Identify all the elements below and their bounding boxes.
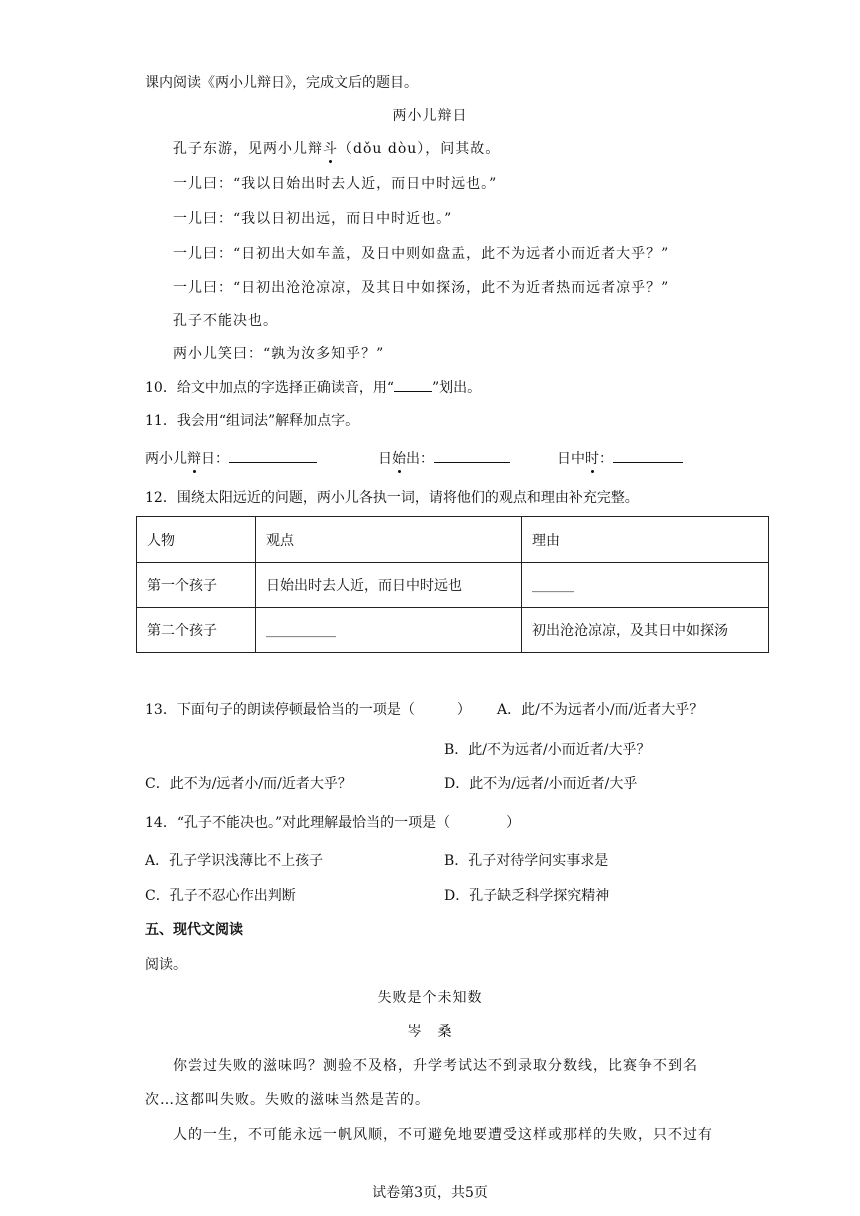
q11-item-2	[378, 448, 510, 469]
passage1-line-3: 一儿曰：“我以日初出远，而日中时近也。”	[173, 211, 453, 227]
table-header: 理由	[522, 517, 769, 563]
q13-option-a[interactable]: A．此/不为远者小/而/近者大乎？	[497, 702, 704, 718]
question-11: 11．我会用“组词法”解释加点字。	[145, 413, 360, 429]
q14-option-c[interactable]: C．孔子不忍心作出判断	[145, 888, 296, 904]
dotted-char-bian: 辩	[187, 451, 201, 467]
page-footer: 试卷第3页，共5页	[372, 1185, 488, 1201]
question-10	[145, 377, 481, 398]
passage1-line-2: 一儿曰：“我以日始出时去人近，而日中时远也。”	[173, 176, 498, 192]
table-cell: 第二个孩子	[137, 608, 256, 653]
q13-option-b[interactable]: B．此/不为远者/小而近者/大乎？	[444, 742, 651, 758]
passage2-author: 岑 桑	[407, 1024, 453, 1040]
passage2-title: 失败是个未知数	[377, 990, 483, 1006]
passage1-line-1-b: （dǒu dòu），问其故。	[338, 141, 501, 157]
dotted-char-shi: 始	[392, 451, 406, 467]
table-cell: 第一个孩子	[137, 563, 256, 608]
table-row	[137, 517, 769, 563]
q13-option-d[interactable]: D．此不为/远者/小而近者/大乎	[444, 776, 638, 792]
read-instruction: 阅读。	[145, 957, 187, 973]
passage1-line-4: 一儿曰：“日初出大如车盖，及日中则如盘盂，此不为远者小而近者大乎？”	[173, 246, 670, 262]
passage2-line-2: 次…这都叫失败。失败的滋味当然是苦的。	[145, 1092, 430, 1108]
q11-item-3-a: 日中	[557, 451, 585, 467]
dotted-char-shi2: 时	[585, 451, 599, 467]
table-cell-blank[interactable]: __________	[256, 608, 522, 653]
q11-item-1-b: 日：	[201, 451, 229, 467]
table-cell: 日始出时去人近，而日中时远也	[256, 563, 522, 608]
q11-item-2-a: 日	[378, 451, 392, 467]
passage1-line-6: 孔子不能决也。	[173, 313, 278, 329]
q11-item-1-a: 两小儿	[145, 451, 187, 467]
answer-blank[interactable]	[434, 448, 510, 463]
q11-item-1	[145, 448, 317, 469]
q11-item-3	[557, 448, 683, 469]
table-header: 人物	[137, 517, 256, 563]
q14-option-b[interactable]: B．孔子对待学问实事求是	[444, 853, 609, 869]
q14-option-a[interactable]: A．孔子学识浅薄比不上孩子	[145, 853, 324, 869]
answer-blank[interactable]	[394, 377, 432, 392]
passage2-line-3: 人的一生，不可能永远一帆风顺，不可避免地要遭受这样或那样的失败，只不过有	[173, 1127, 713, 1143]
q14-option-d[interactable]: D．孔子缺乏科学探究精神	[444, 888, 610, 904]
q13-option-c[interactable]: C．此不为/远者小/而/近者大乎？	[145, 776, 352, 792]
table-cell-blank[interactable]: ______	[522, 563, 769, 608]
q11-item-3-b: ：	[599, 451, 613, 467]
table-cell: 初出沧沧凉凉，及其日中如探汤	[522, 608, 769, 653]
question-13: 13．下面句子的朗读停顿最恰当的一项是（ ）	[145, 702, 471, 718]
passage1-title: 两小儿辩日	[392, 108, 468, 124]
passage1-line-7: 两小儿笑曰：“孰为汝多知乎？”	[173, 346, 385, 362]
passage2-line-1: 你尝过失败的滋味吗？测验不及格，升学考试达不到录取分数线，比赛争不到名	[173, 1058, 698, 1074]
section-5-heading: 五、现代文阅读	[145, 922, 243, 938]
answer-blank[interactable]	[613, 448, 683, 463]
question-12: 12．围绕太阳远近的问题，两小儿各执一词，请将他们的观点和理由补充完整。	[145, 490, 639, 506]
passage1-line-1-a: 孔子东游，见两小儿辩	[173, 141, 323, 157]
answer-blank[interactable]	[229, 448, 317, 463]
q12-table	[136, 516, 769, 653]
question-10-a: 10．给文中加点的字选择正确读音，用“	[145, 380, 394, 396]
q11-item-2-b: 出：	[406, 451, 434, 467]
passage1-line-1	[173, 139, 500, 159]
intro-text: 课内阅读《两小儿辩日》，完成文后的题目。	[145, 75, 418, 91]
table-header: 观点	[256, 517, 522, 563]
question-14: 14．“孔子不能决也。”对此理解最恰当的一项是（ ）	[145, 815, 521, 831]
passage1-line-5: 一儿曰：“日初出沧沧凉凉，及其日中如探汤，此不为近者热而远者凉乎？”	[173, 280, 670, 296]
question-10-b: ”划出。	[431, 380, 482, 396]
table-row	[137, 563, 769, 608]
table-row	[137, 608, 769, 653]
dotted-char-dou: 斗	[323, 141, 338, 157]
